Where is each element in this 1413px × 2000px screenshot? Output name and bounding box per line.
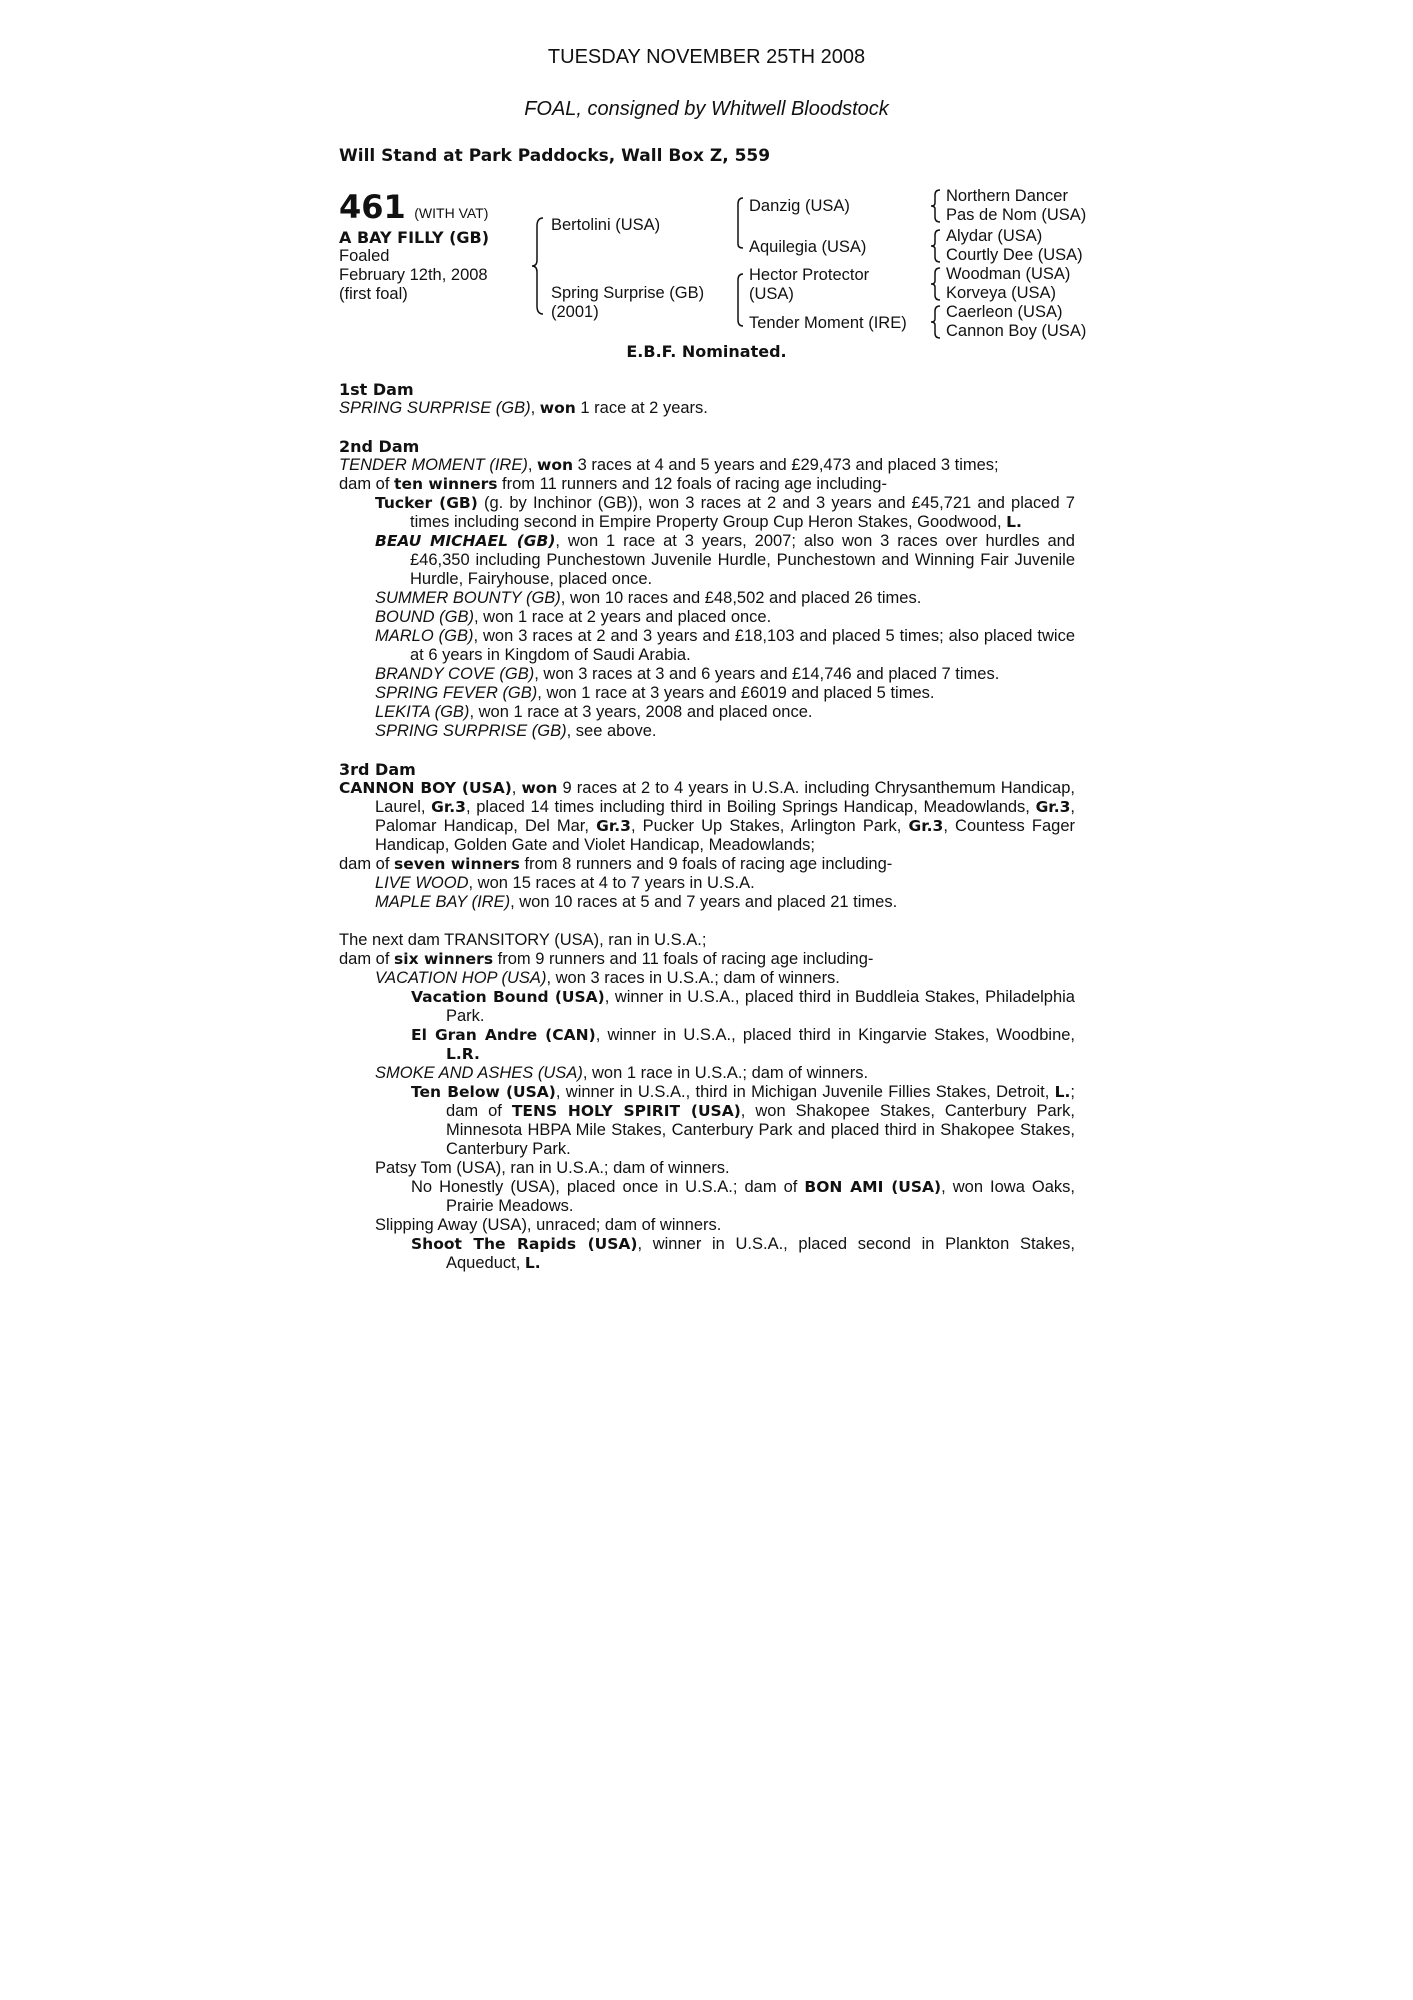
third-dam-produce-pre: dam of: [339, 855, 395, 873]
third-dam-produce-text: from 8 runners and 9 foals of racing age including-: [519, 855, 893, 873]
produce-spring-surprise: [339, 722, 1075, 741]
second-dam-name: TENDER MOMENT (IRE): [339, 456, 528, 474]
stand-location: Will Stand at Park Paddocks, Wall Box Z, 559: [339, 146, 771, 166]
produce-spring-fever: [339, 684, 1075, 703]
produce-bound: [339, 608, 1075, 627]
produce-vacation-hop: [339, 969, 1075, 988]
lot-heading: [339, 188, 488, 226]
pedigree-sdd: Courtly Dee (USA): [946, 246, 1083, 264]
pedigree-sire-dam: Aquilegia (USA): [749, 238, 867, 256]
pedigree-dam: [551, 284, 704, 322]
pedigree-dss: Woodman (USA): [946, 265, 1071, 283]
tens-holy-spirit-name: TENS HOLY SPIRIT (USA): [511, 1102, 741, 1120]
pedigree-dam-sire-country: (USA): [749, 285, 794, 303]
produce-el-gran-andre: [339, 1026, 1075, 1064]
next-dam-produce-pre: dam of: [339, 950, 395, 968]
lekita-text: , won 1 race at 3 years, 2008 and placed once.: [469, 703, 813, 721]
produce-ten-below: [339, 1083, 1075, 1159]
el-gran-andre-text: , winner in U.S.A., placed third in Kingarvie Stakes, Woodbine,: [595, 1026, 1076, 1044]
ten-below-text-2: ; dam of: [446, 1083, 1076, 1120]
third-dam-record: CANNON BOY (USA), won 9 races at 2 to 4 years in U.S.A. including Chrysanthemum Handicap, Laurel, Gr.3, placed 14 times including third in Boiling Springs Handicap, Meadowlands, Gr.3, Palomar Handicap, Del Mar, Gr.3, Pucker Up Stakes, Arlington Park, Gr.3, Countess Fager Handicap, Golden Gate and Violet Handicap, Meadowlands;: [339, 779, 1075, 854]
first-dam-text: 1 race at 2 years.: [575, 399, 708, 417]
maple-bay-name: MAPLE BAY (IRE): [375, 893, 511, 911]
listed-restricted-label: L.R.: [446, 1045, 480, 1063]
el-gran-andre-name: El Gran Andre (CAN): [411, 1026, 596, 1044]
grade-3-label: Gr.3: [431, 798, 466, 816]
summer-bounty-text: , won 10 races and £48,502 and placed 26 times.: [560, 589, 922, 607]
lot-number: 461: [339, 188, 406, 226]
tucker-listed: L.: [1006, 513, 1022, 531]
listed-label: L.: [524, 1254, 541, 1272]
next-dam-produce: [339, 950, 1075, 969]
third-dam-text-1: 9 races at 2 to 4 years in U.S.A. including Chrysanthemum Handicap, Laurel,: [375, 779, 1075, 816]
vacation-hop-name: VACATION HOP (USA): [375, 969, 547, 987]
pedigree-brace-ss: [930, 188, 942, 224]
pedigree-dsd: Korveya (USA): [946, 284, 1057, 302]
produce-vacation-bound: [339, 988, 1075, 1026]
third-dam-text-2: , placed 14 times including third in Boiling Springs Handicap, Meadowlands,: [465, 798, 1036, 816]
next-dam-record: The next dam TRANSITORY (USA), ran in U.S.A.;: [339, 931, 707, 949]
pedigree-dam-name: Spring Surprise (GB): [551, 284, 705, 302]
grade-3-label: Gr.3: [596, 817, 631, 835]
live-wood-text: , won 15 races at 4 to 7 years in U.S.A.: [468, 874, 755, 892]
second-dam-produce-text: from 11 runners and 12 foals of racing age including-: [497, 475, 887, 493]
lot-title: A BAY FILLY (GB): [339, 228, 490, 247]
listed-label: L.: [1054, 1083, 1071, 1101]
bound-name: BOUND (GB): [375, 608, 474, 626]
next-dam-produce-text: from 9 runners and 11 foals of racing age including-: [493, 950, 874, 968]
produce-tucker: [339, 494, 1075, 532]
pedigree-brace-dam: [733, 272, 745, 328]
produce-maple-bay: [339, 893, 1075, 912]
smoke-and-ashes-text: , won 1 race in U.S.A.; dam of winners.: [582, 1064, 869, 1082]
third-dam-produce: [339, 855, 1075, 874]
consignment-line: FOAL, consigned by Whitwell Bloodstock: [524, 98, 889, 120]
produce-patsy-tom: Patsy Tom (USA), ran in U.S.A.; dam of winners.: [375, 1159, 730, 1177]
vacation-bound-text: , winner in U.S.A., placed third in Buddleia Stakes, Philadelphia Park.: [446, 988, 1075, 1025]
ten-below-text-1: , winner in U.S.A., third in Michigan Juvenile Fillies Stakes, Detroit,: [555, 1083, 1055, 1101]
produce-brandy-cove: [339, 665, 1075, 684]
pedigree-ddd: Cannon Boy (USA): [946, 322, 1087, 340]
third-dam-name: CANNON BOY (USA): [339, 779, 512, 797]
produce-live-wood: [339, 874, 1075, 893]
second-dam-heading: 2nd Dam: [339, 437, 420, 456]
pedigree-dds: Caerleon (USA): [946, 303, 1063, 321]
foaled-label: Foaled: [339, 247, 390, 265]
third-dam-text-4: , Pucker Up Stakes, Arlington Park,: [630, 817, 909, 835]
ebf-note: E.B.F. Nominated.: [626, 342, 787, 361]
produce-smoke-and-ashes: [339, 1064, 1075, 1083]
pedigree-sire-sire: Danzig (USA): [749, 197, 850, 215]
pedigree-ssd: Pas de Nom (USA): [946, 206, 1087, 224]
spring-fever-name: SPRING FEVER (GB): [375, 684, 538, 702]
vat-note: (WITH VAT): [414, 205, 489, 221]
spring-fever-text: , won 1 race at 3 years and £6019 and placed 5 times.: [537, 684, 935, 702]
beau-michael-name: BEAU MICHAEL (GB): [375, 532, 556, 550]
produce-shoot-the-rapids: [339, 1235, 1075, 1273]
grade-3-label: Gr.3: [1035, 798, 1071, 816]
brandy-cove-name: BRANDY COVE (GB): [375, 665, 535, 683]
pedigree-dam-sire: [749, 266, 869, 304]
smoke-and-ashes-name: SMOKE AND ASHES (USA): [375, 1064, 583, 1082]
pedigree-sire: Bertolini (USA): [551, 216, 661, 234]
bound-text: , won 1 race at 2 years and placed once.: [474, 608, 772, 626]
produce-marlo: [339, 627, 1075, 665]
bon-ami-text: , won Iowa Oaks, Prairie Meadows.: [446, 1178, 1075, 1215]
maple-bay-text: , won 10 races at 5 and 7 years and placed 21 times.: [510, 893, 898, 911]
third-dam-text-5: , Countess Fager Handicap, Golden Gate and Violet Handicap, Meadowlands;: [375, 817, 1075, 854]
pedigree-sds: Alydar (USA): [946, 227, 1043, 245]
pedigree-brace-main: [531, 216, 545, 316]
spring-surprise-name: SPRING SURPRISE (GB): [375, 722, 567, 740]
sale-date: TUESDAY NOVEMBER 25TH 2008: [547, 46, 866, 68]
third-dam-text-3: , Palomar Handicap, Del Mar,: [375, 798, 1075, 835]
next-dam-winners: six winners: [394, 950, 494, 968]
pedigree-sss: Northern Dancer: [946, 187, 1068, 205]
first-dam-name: SPRING SURPRISE (GB): [339, 399, 531, 417]
ten-below-text-3: , won Shakopee Stakes, Canterbury Park, Minnesota HBPA Mile Stakes, Canterbury Park and placed third in Shakopee Stakes, Canterbury Park.: [446, 1102, 1075, 1158]
spring-surprise-text: , see above.: [566, 722, 657, 740]
bon-ami-name: BON AMI (USA): [804, 1178, 942, 1196]
first-dam-heading: 1st Dam: [339, 380, 414, 399]
pedigree-brace-ds: [930, 266, 942, 302]
pedigree-brace-sire: [733, 196, 745, 250]
grade-3-label: Gr.3: [908, 817, 944, 835]
produce-summer-bounty: [339, 589, 1075, 608]
summer-bounty-name: SUMMER BOUNTY (GB): [375, 589, 561, 607]
third-dam-winners: seven winners: [394, 855, 520, 873]
third-dam-won: won: [521, 779, 558, 797]
second-dam-produce: [339, 475, 1075, 494]
live-wood-name: LIVE WOOD: [375, 874, 469, 892]
produce-slipping-away: Slipping Away (USA), unraced; dam of winners.: [375, 1216, 722, 1234]
shoot-the-rapids-text: , winner in U.S.A., placed second in Plankton Stakes, Aqueduct,: [446, 1235, 1075, 1272]
pedigree-brace-sd: [930, 228, 942, 264]
produce-beau-michael: [339, 532, 1075, 589]
produce-record: [339, 380, 1075, 1273]
produce-lekita: [339, 703, 1075, 722]
produce-no-honestly: [339, 1178, 1075, 1216]
no-honestly-text: No Honestly (USA), placed once in U.S.A.; dam of: [411, 1178, 805, 1196]
pedigree-dam-sire-name: Hector Protector: [749, 266, 870, 284]
first-dam-record: SPRING SURPRISE (GB), won 1 race at 2 years.: [339, 399, 708, 417]
beau-michael-text: , won 1 race at 3 years, 2007; also won 3 races over hurdles and £46,350 including Punchestown Juvenile Hurdle, Punchestown and Winning Fair Juvenile Hurdle, Fairyhouse, placed once.: [410, 532, 1075, 588]
vacation-bound-name: Vacation Bound (USA): [411, 988, 605, 1006]
tucker-text: (g. by Inchinor (GB)), won 3 races at 2 and 3 years and £45,721 and placed 7 times including second in Empire Property Group Cup Heron Stakes, Goodwood,: [410, 494, 1075, 531]
pedigree-brace-dd: [930, 304, 942, 340]
lekita-name: LEKITA (GB): [375, 703, 470, 721]
shoot-the-rapids-name: Shoot The Rapids (USA): [411, 1235, 638, 1253]
second-dam-record: TENDER MOMENT (IRE), won 3 races at 4 and 5 years and £29,473 and placed 3 times;: [339, 456, 999, 474]
second-dam-winners: ten winners: [394, 475, 498, 493]
foaling-info: [339, 247, 488, 304]
second-dam-text: 3 races at 4 and 5 years and £29,473 and placed 3 times;: [573, 456, 999, 474]
marlo-text: , won 3 races at 2 and 3 years and £18,103 and placed 5 times; also placed twice at 6 years in Kingdom of Saudi Arabia.: [410, 627, 1075, 664]
third-dam-heading: 3rd Dam: [339, 760, 416, 779]
second-dam-won: won: [537, 456, 574, 474]
pedigree-dam-dam: Tender Moment (IRE): [749, 314, 907, 332]
foal-note: (first foal): [339, 285, 408, 303]
ten-below-name: Ten Below (USA): [411, 1083, 556, 1101]
marlo-name: MARLO (GB): [375, 627, 474, 645]
tucker-name: Tucker (GB): [375, 494, 478, 512]
second-dam-produce-pre: dam of: [339, 475, 395, 493]
vacation-hop-text: , won 3 races in U.S.A.; dam of winners.: [546, 969, 840, 987]
brandy-cove-text: , won 3 races at 3 and 6 years and £14,746 and placed 7 times.: [534, 665, 1000, 683]
foaled-date: February 12th, 2008: [339, 266, 488, 284]
first-dam-won: won: [539, 399, 576, 417]
pedigree-dam-year: (2001): [551, 303, 599, 321]
